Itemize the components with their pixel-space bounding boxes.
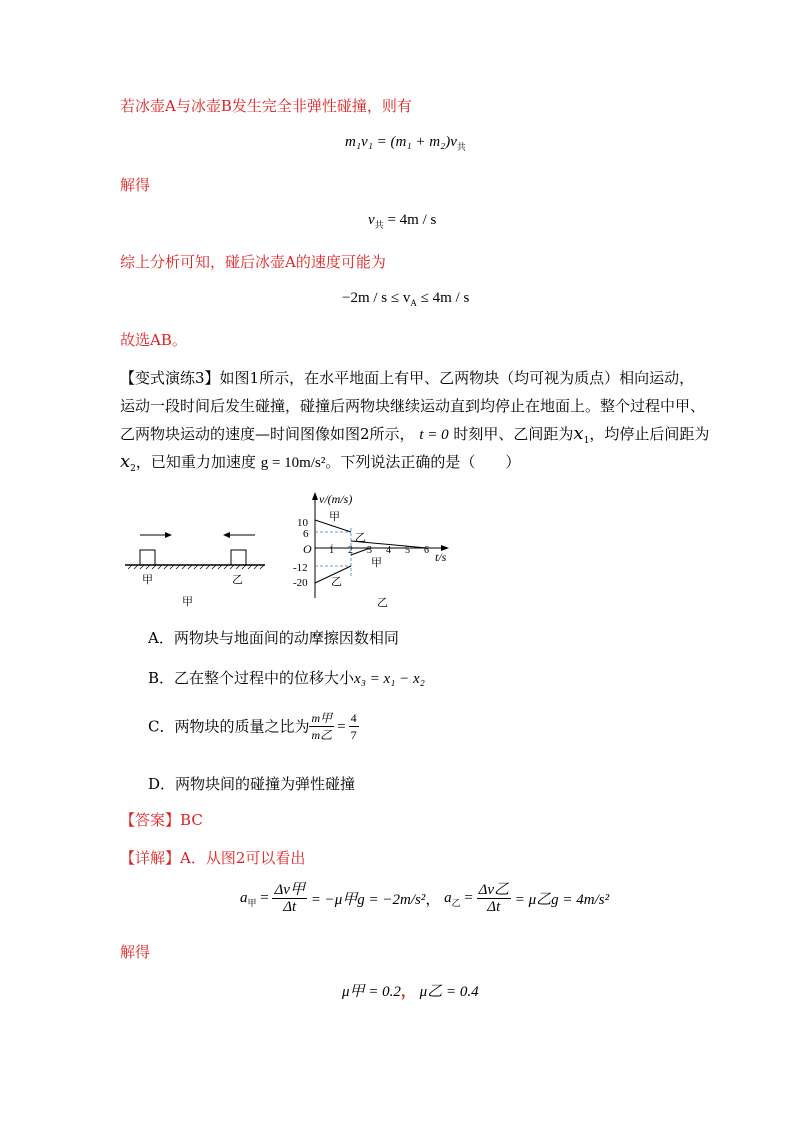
equation-common-velocity-sub: 共 xyxy=(374,220,384,230)
problem-line-4 xyxy=(120,452,520,479)
eq4-sep: ， xyxy=(425,892,441,908)
equation-common-velocity xyxy=(368,212,436,231)
problem-line-3f: ，均停止后间距为 xyxy=(589,425,710,443)
y-tick-6: 6 xyxy=(303,528,309,540)
eq4-frac1 xyxy=(272,882,306,915)
eq4-frac2 xyxy=(477,882,511,915)
figure-1-label-jia: 甲 xyxy=(142,574,153,586)
intro-line: 若冰壶A与冰壶B发生完全非弹性碰撞，则有 xyxy=(120,97,412,115)
y-tick-neg20: -20 xyxy=(293,577,308,589)
eq4-frac1-num: Δv甲 xyxy=(274,882,305,898)
option-c-den: m乙 xyxy=(311,728,333,742)
problem-line-4d: g = 10m/s² xyxy=(260,455,326,471)
x-tick-2: 2 xyxy=(348,545,353,556)
detail-text: A．从图2可以看出 xyxy=(180,849,306,867)
equation-acceleration: $a_甲$ = $\frac{\text{Δv甲}}{\Delta t}$ = −μ甲g = −2m/s²， $a_乙$ = $\frac{\text{Δv乙}}{\Delta t}$ = μ乙g = 4m/s² xyxy=(240,882,610,915)
problem-line-4e: 。下列说法正确的是（ ） xyxy=(325,453,521,471)
eq4-mid1: = −μ甲g = −2m/s² xyxy=(310,892,426,908)
equation-common-velocity-v: v xyxy=(368,212,375,228)
problem-line-4b: 2 xyxy=(130,464,136,474)
block-yi xyxy=(231,550,246,565)
detail-tag: 【详解】 xyxy=(120,849,181,867)
option-b-eq: x₃ = x₁ − x₂ xyxy=(354,671,425,687)
x-tick-3: 3 xyxy=(367,545,372,556)
summary-line: 综上分析可知，碰后冰壶A的速度可能为 xyxy=(120,253,386,271)
label-yi-bottom: 乙 xyxy=(331,576,342,588)
solve-label-1: 解得 xyxy=(120,176,151,194)
figure-2-caption: 乙 xyxy=(377,597,388,609)
option-a: A．两物块与地面间的动摩擦因数相同 xyxy=(148,629,399,647)
x-tick-5: 5 xyxy=(405,545,410,556)
equation-momentum-lhs: m₁v₁ = (m₁ + m₂)v xyxy=(345,134,457,150)
label-yi-top: 乙 xyxy=(355,532,366,544)
origin-label: O xyxy=(303,542,312,556)
option-c-num: m甲 xyxy=(311,711,333,725)
eq4-a1-sub: 甲 xyxy=(247,897,257,908)
eq4-a2-sub: 乙 xyxy=(451,897,461,908)
option-c-ratio xyxy=(309,710,334,743)
arrow-left-icon xyxy=(223,532,255,538)
y-axis-label: v/(m/s) xyxy=(319,492,353,506)
x-tick-1: 1 xyxy=(329,545,334,556)
x-tick-4: 4 xyxy=(386,545,391,556)
equation-range-sub: A xyxy=(410,298,417,308)
problem-line-3 xyxy=(120,424,709,451)
problem-line-3c: 时刻甲、乙间距为 xyxy=(453,425,574,443)
option-b xyxy=(148,668,425,689)
x-tick-6: 6 xyxy=(424,545,429,556)
option-c: C．两物块的质量之比为 $\frac{\text{m甲}}{\text{m乙}}$ = $\frac{4}{7}$ xyxy=(148,711,357,742)
problem-line-3d: x xyxy=(573,423,584,444)
equation-momentum-sub: 共 xyxy=(456,142,466,152)
problem-line-4a: x xyxy=(120,451,131,472)
problem-line-4c: ，已知重力加速度 xyxy=(135,453,256,471)
problem-line-2: 运动一段时间后发生碰撞，碰撞后两物块继续运动直到均停止在地面上。整个过程中甲、 xyxy=(120,397,706,415)
eq4-a2: a xyxy=(444,890,452,906)
label-jia-bottom: 甲 xyxy=(371,557,382,569)
equation-range xyxy=(342,290,469,308)
figure-1-label-yi: 乙 xyxy=(232,574,243,586)
y-tick-neg12: -12 xyxy=(293,562,308,574)
equation-common-velocity-rhs: = 4m / s xyxy=(387,212,437,228)
problem-line-3b: t = 0 xyxy=(419,427,449,443)
x-axis-label: t/s xyxy=(435,550,447,564)
figure-1 xyxy=(120,495,270,610)
eq5-right: μ乙 = 0.4 xyxy=(419,984,479,1000)
eq5-sep: ， xyxy=(400,984,416,1000)
equation-friction xyxy=(342,980,479,1001)
eq5-left: μ甲 = 0.2 xyxy=(342,984,401,1000)
answer-value: BC xyxy=(180,811,203,829)
choice-line: 故选AB。 xyxy=(120,331,187,349)
problem-line-1: 【变式演练3】如图1所示，在水平地面上有甲、乙两物块（均可视为质点）相向运动， xyxy=(120,369,695,387)
eq4-mid2: = μ乙g = 4m/s² xyxy=(514,892,610,908)
eq4-a1: a xyxy=(240,890,248,906)
problem-line-3e: 1 xyxy=(583,436,590,446)
label-jia-top: 甲 xyxy=(329,511,340,523)
figure-2 xyxy=(285,488,470,613)
answer-tag: 【答案】 xyxy=(120,811,181,829)
equation-range-left: −2m / s ≤ v xyxy=(342,290,411,306)
solve-label-2: 解得 xyxy=(120,943,151,961)
eq4-frac2-den: Δt xyxy=(487,899,501,915)
equation-range-right: ≤ 4m / s xyxy=(420,290,470,306)
option-b-text: B．乙在整个过程中的位移大小 xyxy=(148,669,355,687)
eq4-frac1-den: Δt xyxy=(283,899,297,915)
block-jia xyxy=(140,550,155,565)
option-c-text: C．两物块的质量之比为 xyxy=(148,717,310,736)
figure-1-caption: 甲 xyxy=(182,596,193,608)
problem-line-3a: 乙两物块运动的速度—时间图像如图2所示， xyxy=(120,425,415,443)
y-axis-arrow-icon xyxy=(312,492,318,500)
eq4-frac2-num: Δv乙 xyxy=(478,882,510,898)
y-tick-10: 10 xyxy=(297,517,308,529)
detail-line xyxy=(120,848,305,868)
option-d: D．两物块间的碰撞为弹性碰撞 xyxy=(148,775,356,793)
option-c-value xyxy=(349,710,359,743)
option-c-rhs-num: 4 xyxy=(350,711,357,725)
arrow-right-icon xyxy=(140,532,172,538)
answer-line xyxy=(120,810,203,830)
option-c-rhs-den: 7 xyxy=(350,728,357,742)
equation-momentum xyxy=(345,134,466,153)
